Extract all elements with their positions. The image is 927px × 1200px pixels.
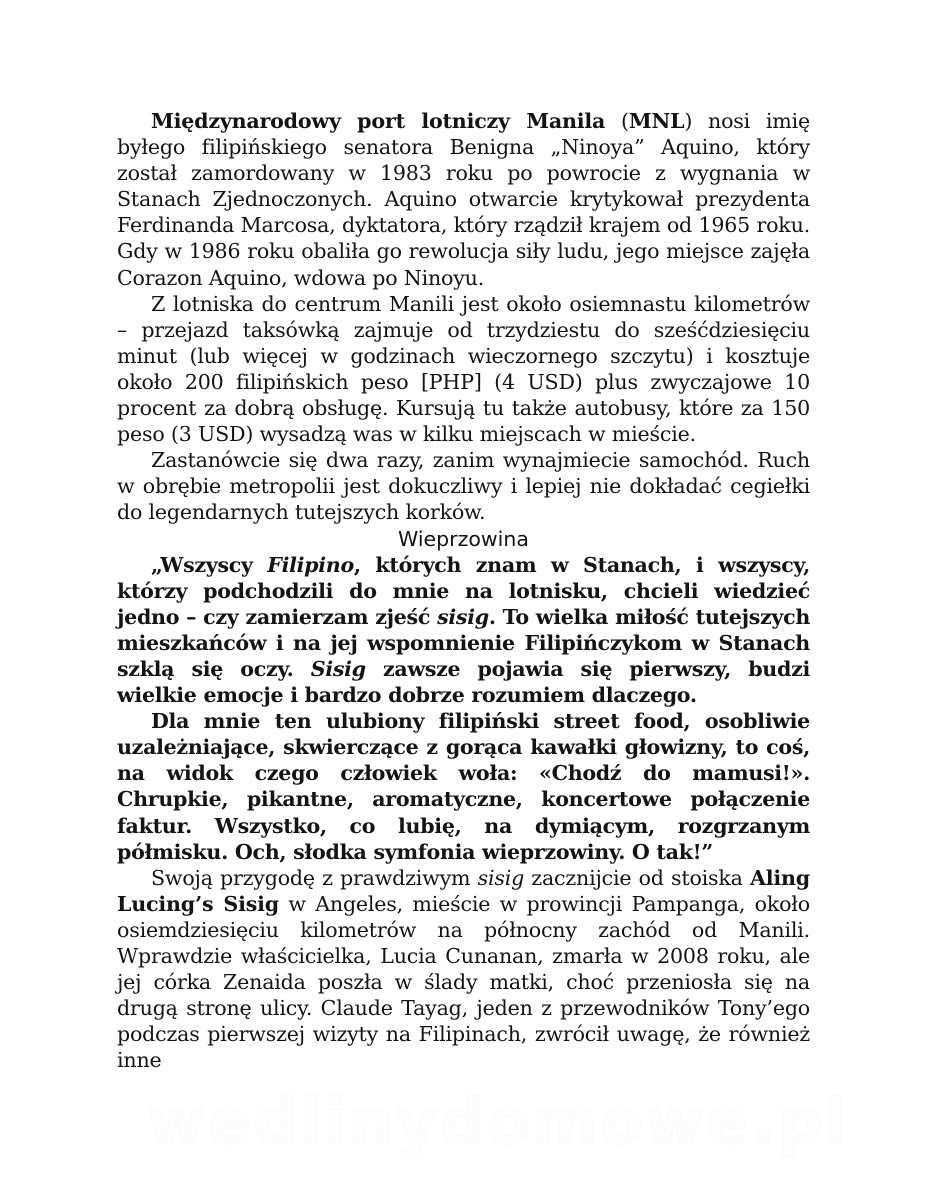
paragraph-transport: Z lotniska do centrum Manili jest około osiemnastu kilometrów – przejazd taksówką zajmuje od trzydziestu do sześćdziesięciu minut (lub więcej w godzinach wieczornego szczytu) i kosztuje około 200 filipińskich peso [PHP] (4 USD) plus zwyczajowe 10 procent za dobrą obsługę. Kursują tu także autobusy, które za 150 peso (3 USD) wysadzą was w kilku miejscach w mieście. xyxy=(117,291,810,447)
quote-paragraph-2: Dla mnie ten ulubiony filipiński street food, osobliwie uzależniające, skwierczące z gorąca kawałki głowizny, to coś, na widok czego człowiek woła: «Chodź do mamusi!». Chrupkie, pikantne, aromatyczne, koncertowe połączenie faktur. Wszystko, co lubię, na dymiącym, rozgrzanym półmisku. Och, słodka symfonia wieprzowiny. O tak!” xyxy=(117,709,810,864)
paragraph-airport: Międzynarodowy port lotniczy Manila (MNL) nosi imię byłego filipińskiego senatora Benigna „Ninoya” Aquino, który został zamordowany w 1983 roku po powrocie z wygnania w Stanach Zjednoczonych. Aquino otwarcie krytykował prezydenta Ferdinanda Marcosa, dyktatora, który rządził krajem od 1965 roku. Gdy w 1986 roku obaliła go rewolucja siły ludu, jego miejsce zajęła Corazon Aquino, wdowa po Ninoyu. xyxy=(117,109,810,290)
airport-code: MNL xyxy=(628,109,685,133)
document-page xyxy=(117,108,810,1073)
airport-name: Międzynarodowy port lotniczy Manila xyxy=(151,109,606,133)
watermark: wedlinydomowe.pl xyxy=(148,1085,850,1158)
quote-block xyxy=(117,552,810,865)
paragraph-aling-lucing: Swoją przygodę z prawdziwym sisig zacznijcie od stoiska Aling Lucing’s Sisig w Angeles, mieście w prowincji Pampanga, około osiemdziesięciu kilometrów na północny zachód od Manili. Wprawdzie właścicielka, Lucia Cunanan, zmarła w 2008 roku, ale jej córka Zenaida poszła w ślady matki, choć przeniosła się na drugą stronę ulicy. Claude Tayag, jeden z przewodników Tony’ego podczas pierwszej wizyty na Filipinach, zwrócił uwagę, że również inne xyxy=(117,865,810,1073)
paragraph-car-rental: Zastanówcie się dwa razy, zanim wynajmiecie samochód. Ruch w obrębie metropolii jest dokuczliwy i lepiej nie dokładać cegiełki do legendarnych tutejszych korków. xyxy=(117,448,810,525)
vendor-name: Aling Lucing’s Sisig xyxy=(117,865,810,916)
quote-paragraph-1: „Wszyscy Filipino, których znam w Stanach, i wszyscy, którzy podchodzili do mnie na lotnisku, chcieli wiedzieć jedno – czy zamierzam zjeść sisig. To wielka miłość tutejszych mieszkańców i na jej wspomnienie Filipińczykom w Stanach szklą się oczy. Sisig zawsze pojawia się pierwszy, budzi wielkie emocje i bardzo dobrze rozumiem dlaczego. xyxy=(117,552,811,708)
section-heading: Wieprzowina xyxy=(398,526,529,551)
